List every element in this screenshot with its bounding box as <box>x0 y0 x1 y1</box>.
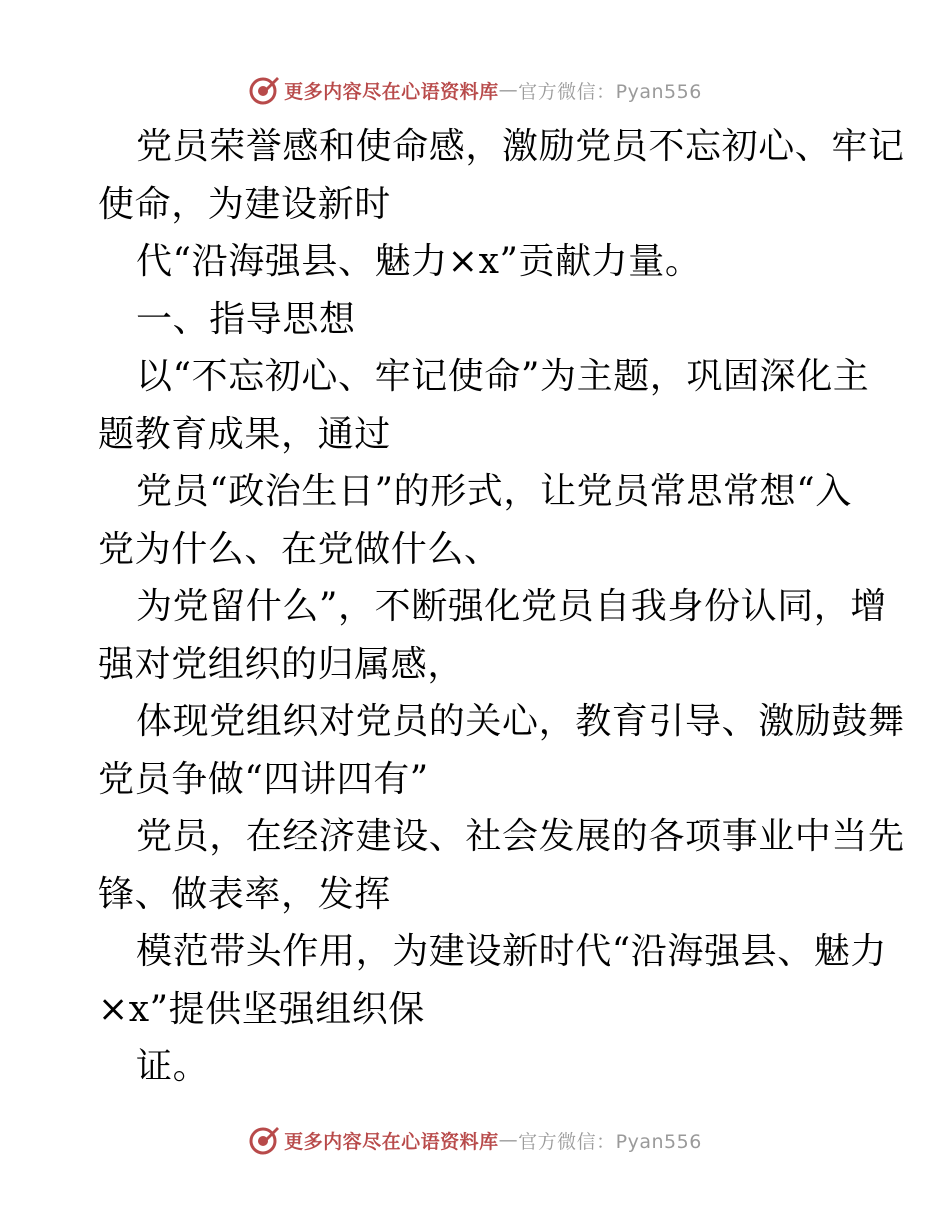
text-line: ×x”提供坚强组织保 <box>98 988 425 1030</box>
pen-circle-logo-icon <box>248 74 280 106</box>
text-line: 以“不忘初心、牢记使命”为主题，巩固深化主 <box>136 356 870 397</box>
watermark-wechat: 官方微信：Pyan556 <box>518 80 702 103</box>
text-line: 模范带头作用，为建设新时代“沿海强县、魅力 <box>136 931 888 972</box>
footer-watermark <box>0 1120 950 1160</box>
text-line: 党为什么、在党做什么、 <box>98 528 501 570</box>
text-line: 强对党组织的归属感， <box>98 643 465 685</box>
watermark-wechat: 官方微信：Pyan556 <box>518 1130 702 1153</box>
watermark-brand: 更多内容尽在心语资料库 <box>284 80 499 103</box>
watermark-dash: — <box>498 1129 519 1151</box>
watermark-brand: 更多内容尽在心语资料库 <box>284 1130 499 1153</box>
pen-circle-logo-icon <box>248 1124 280 1156</box>
section-heading: 一、指导思想 <box>136 298 356 340</box>
document-body <box>98 118 905 1096</box>
text-line: 题教育成果，通过 <box>98 413 391 455</box>
text-line: 使命，为建设新时 <box>98 183 391 225</box>
text-line: 证。 <box>136 1046 210 1087</box>
text-line: 党员“政治生日”的形式，让党员常思常想“入 <box>136 471 852 512</box>
text-line: 代“沿海强县、魅力×x”贡献力量。 <box>136 241 702 282</box>
text-line: 为党留什么”，不断强化党员自我身份认同，增 <box>136 586 888 627</box>
text-line: 锋、做表率，发挥 <box>98 873 391 915</box>
text-line: 党员荣誉感和使命感，激励党员不忘初心、牢记 <box>136 126 905 167</box>
text-line: 党员，在经济建设、社会发展的各项事业中当先 <box>136 816 905 857</box>
header-watermark <box>0 70 950 110</box>
watermark-dash: — <box>498 79 519 101</box>
text-line: 党员争做“四讲四有” <box>98 758 429 800</box>
text-line: 体现党组织对党员的关心，教育引导、激励鼓舞 <box>136 701 905 742</box>
